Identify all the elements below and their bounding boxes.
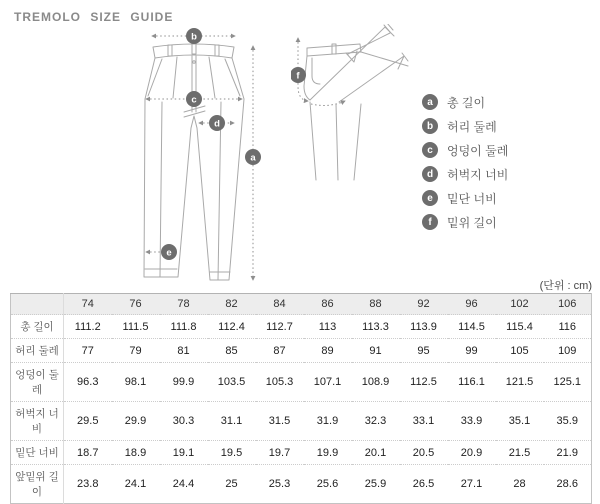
measurement-cell: 30.3 [160,402,208,441]
pocket-curve [312,58,320,84]
size-col-header: 82 [208,294,256,315]
measurement-cell: 105.3 [256,363,304,402]
size-col-header: 76 [112,294,160,315]
measurement-cell: 96.3 [64,363,112,402]
measurement-cell: 111.2 [64,315,112,339]
marker-d-letter: d [214,118,220,130]
row-label: 총 길이 [11,315,64,339]
measurement-cell: 107.1 [304,363,352,402]
size-col-header: 92 [400,294,448,315]
measurement-cell: 98.1 [112,363,160,402]
measurement-cell: 99 [448,339,496,363]
measurement-cell: 125.1 [544,363,592,402]
measurement-cell: 25.3 [256,465,304,504]
marker-b-letter: b [191,31,197,43]
measurement-cell: 29.9 [112,402,160,441]
waist-button [193,61,196,64]
measurement-cell: 77 [64,339,112,363]
measurement-cell: 20.9 [448,441,496,465]
legend-item-a [422,94,508,110]
table-row [11,402,592,441]
measurement-cell: 24.4 [160,465,208,504]
legend-label: 허리 둘레 [447,119,497,134]
pants-folded-diagram [291,24,411,184]
legend-label: 밑위 길이 [447,215,497,230]
legend-label: 밑단 너비 [447,191,497,206]
measurement-cell: 91 [352,339,400,363]
size-table-head-row [11,294,592,315]
measurement-cell: 19.1 [160,441,208,465]
legend-item-e [422,190,508,206]
pleat-line [209,57,215,98]
marker-a-letter: a [250,152,256,164]
table-row [11,363,592,402]
measurement-cell: 111.8 [160,315,208,339]
legend-item-b [422,118,508,134]
measurement-cell: 24.1 [112,465,160,504]
measurement-cell: 31.9 [304,402,352,441]
legend-label: 허벅지 너비 [447,167,509,182]
measurement-cell: 85 [208,339,256,363]
measurement-cell: 113 [304,315,352,339]
table-row [11,465,592,504]
size-col-header: 86 [304,294,352,315]
size-table-body [11,315,592,504]
legend-marker-b: b [422,118,438,134]
measurement-cell: 89 [304,339,352,363]
legend-item-f [422,214,508,230]
size-col-header: 74 [64,294,112,315]
measurement-cell: 112.4 [208,315,256,339]
measurement-cell: 20.5 [400,441,448,465]
measurement-cell: 21.5 [496,441,544,465]
measurement-cell: 18.9 [112,441,160,465]
measurement-cell: 109 [544,339,592,363]
measurement-cell: 113.3 [352,315,400,339]
table-row [11,441,592,465]
measurement-cell: 112.5 [400,363,448,402]
measurement-cell: 28 [496,465,544,504]
measurement-cell: 35.9 [544,402,592,441]
size-table [10,293,592,504]
row-label: 앞밑위 길이 [11,465,64,504]
legend-item-c [422,142,508,158]
measurement-cell: 28.6 [544,465,592,504]
measurement-cell: 33.1 [400,402,448,441]
measurement-cell: 33.9 [448,402,496,441]
legend-marker-d: d [422,166,438,182]
size-col-header: 102 [496,294,544,315]
measurement-cell: 105 [496,339,544,363]
measurement-cell: 116.1 [448,363,496,402]
measurement-cell: 99.9 [160,363,208,402]
legend-label: 총 길이 [447,95,486,110]
measurement-cell: 25.9 [352,465,400,504]
upper-leg-lines [310,27,394,100]
measurement-cell: 35.1 [496,402,544,441]
legend-marker-c: c [422,142,438,158]
table-row [11,339,592,363]
measurement-cell: 21.9 [544,441,592,465]
measurement-cell: 31.1 [208,402,256,441]
legend-marker-e: e [422,190,438,206]
measurement-cell: 20.1 [352,441,400,465]
measurement-cell: 25.6 [304,465,352,504]
size-col-header: 78 [160,294,208,315]
measurement-cell: 108.9 [352,363,400,402]
measurement-cell: 81 [160,339,208,363]
legend-marker-f: f [422,214,438,230]
measurement-cell: 87 [256,339,304,363]
size-col-header: 96 [448,294,496,315]
measurement-cell: 113.9 [400,315,448,339]
size-table-head [11,294,592,315]
measurement-cell: 19.5 [208,441,256,465]
marker-c-letter: c [191,94,197,106]
legend-label: 엉덩이 둘레 [447,143,509,158]
measurement-cell: 116 [544,315,592,339]
measurement-cell: 19.9 [304,441,352,465]
measurement-cell: 121.5 [496,363,544,402]
measurement-cell: 115.4 [496,315,544,339]
measurement-cell: 114.5 [448,315,496,339]
size-col-header: 84 [256,294,304,315]
marker-f-letter: f [296,70,300,82]
measurement-cell: 27.1 [448,465,496,504]
measurement-cell: 112.7 [256,315,304,339]
measurement-cell: 79 [112,339,160,363]
lower-leg-lines [339,52,408,102]
measurement-cell: 95 [400,339,448,363]
measurement-cell: 103.5 [208,363,256,402]
measurement-cell: 111.5 [112,315,160,339]
corner-cell [11,294,64,315]
pleat-line [173,57,177,98]
pants-front-diagram [140,28,262,290]
table-row [11,315,592,339]
row-label: 엉덩이 둘레 [11,363,64,402]
belt-loop [192,43,196,54]
measurement-cell: 32.3 [352,402,400,441]
row-label: 허리 둘레 [11,339,64,363]
legend-item-d [422,166,508,182]
measurement-cell: 18.7 [64,441,112,465]
waistband-outline [153,44,234,58]
row-label: 밑단 너비 [11,441,64,465]
marker-e-letter: e [166,247,172,259]
belt-loop [215,45,219,56]
measurement-cell: 25 [208,465,256,504]
page-title: TREMOLO SIZE GUIDE [14,10,174,24]
measurement-cell: 31.5 [256,402,304,441]
measurement-cell: 19.7 [256,441,304,465]
crotch-hatch-marks [184,106,205,117]
row-label: 허벅지 너비 [11,402,64,441]
size-col-header: 88 [352,294,400,315]
measurement-cell: 26.5 [400,465,448,504]
legend-marker-a: a [422,94,438,110]
measurement-cell: 23.8 [64,465,112,504]
measurement-cell: 29.5 [64,402,112,441]
measure-legend [422,94,508,238]
unit-note: (단위 : cm) [539,280,592,292]
hanging-leg-lines [310,102,361,180]
belt-loop [168,45,172,56]
size-col-header: 106 [544,294,592,315]
